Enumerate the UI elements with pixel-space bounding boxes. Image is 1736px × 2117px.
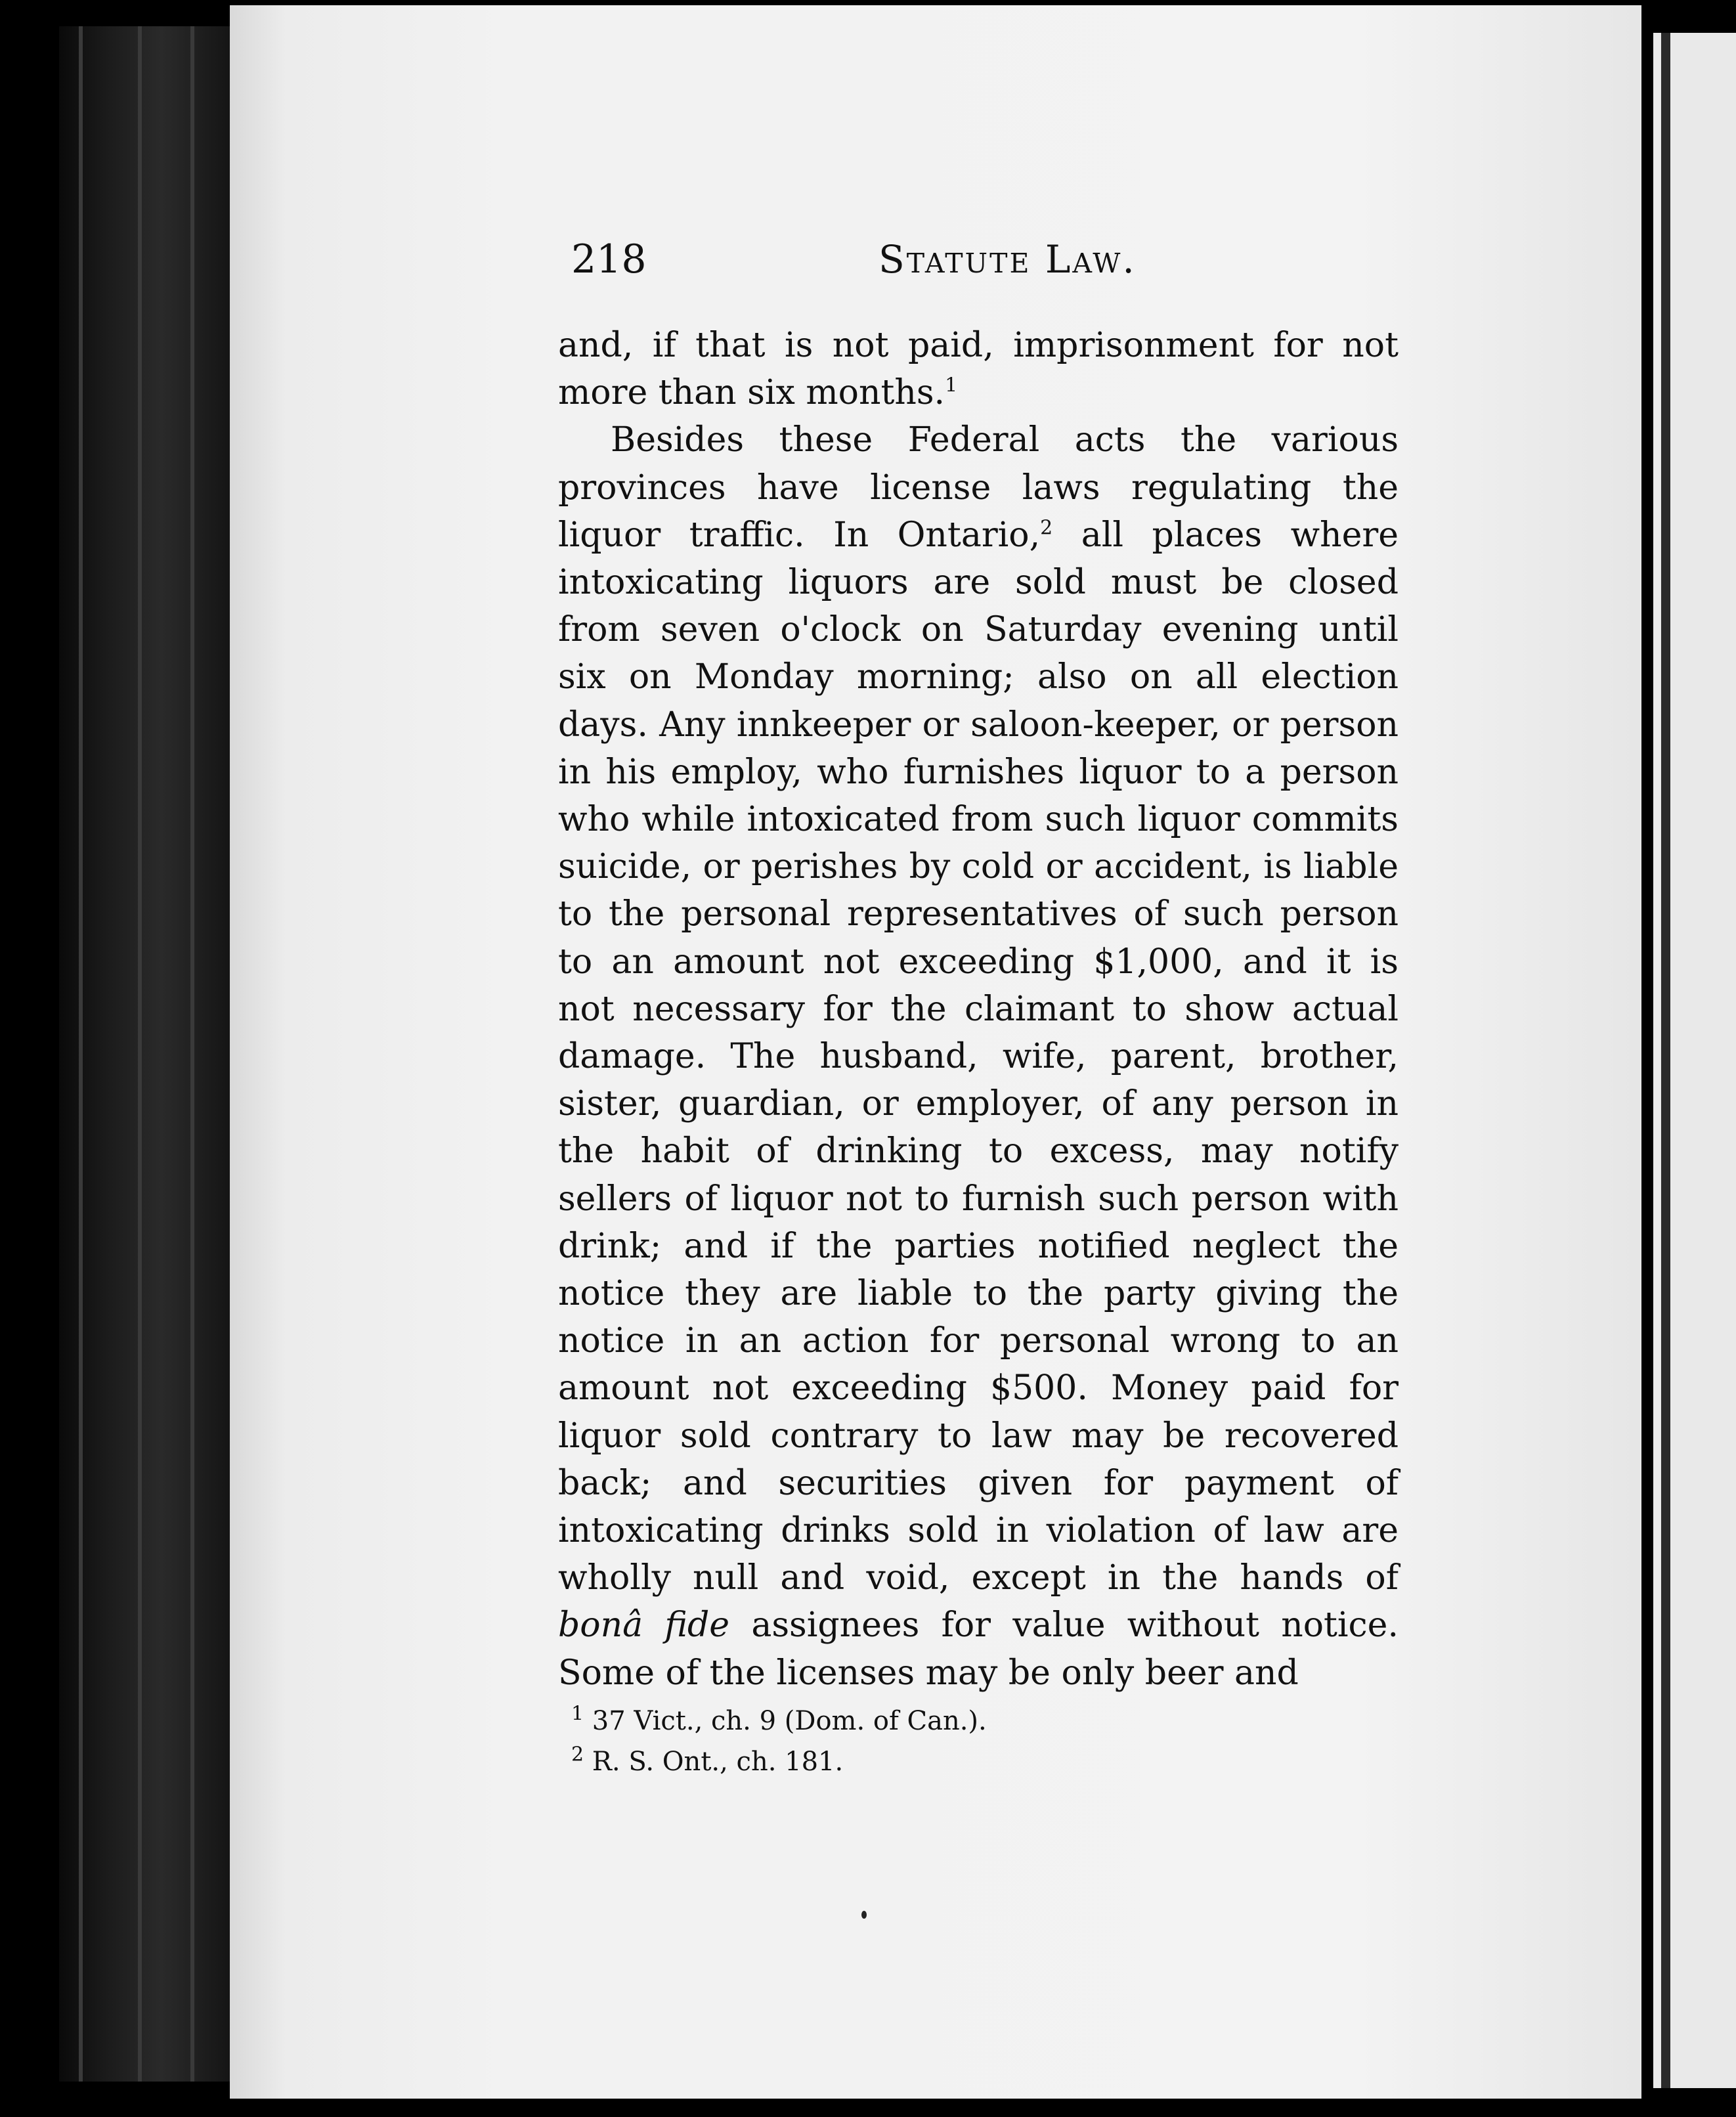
page-header	[571, 233, 1418, 286]
spine-stripe	[190, 26, 194, 2082]
footnote	[571, 1741, 1359, 1782]
ink-speck	[861, 1911, 867, 1919]
footnote-text: R. S. Ont., ch. 181.	[584, 1747, 844, 1777]
paragraph-text: all places where intoxicating liquors are sold must be closed from seven o'clock on Saturday evening until six on Monday morning; also on all election days. Any innkeeper or saloon-keeper, or person in his employ, who furnishes liquor to a person who while intoxicated from such liquor commits suicide, or perishes by cold or accident, is liable to the personal representatives of such person to an amount not exceeding $1,000, and it is not necessary for the claimant to show actual damage. The husband, wife, parent, brother, sister, guardian, or employer, of any person in the habit of drinking to excess, may notify sellers of liquor not to furnish such person with drink; and if the parties notified neglect the notice they are liable to the party giving the notice in an action for personal wrong to an amount not exceeding $500. Money paid for liquor sold contrary to law may be recovered back; and securities given for payment of intoxicating drinks sold in violation of law are wholly null and void, except in the hands of	[558, 515, 1399, 1598]
page-number: 218	[571, 236, 647, 282]
paragraph-text: Besides these Federal acts the various provinces have license laws regulating the liquor traffic. In Ontario,	[558, 420, 1399, 555]
footnote-mark: 2	[571, 1743, 584, 1766]
spine-stripe	[79, 26, 83, 2082]
footnote-text: 37 Vict., ch. 9 (Dom. of Can.).	[584, 1706, 987, 1736]
book-spine-edge	[59, 26, 230, 2082]
footnote	[571, 1701, 1359, 1741]
footnote-ref: 1	[945, 374, 958, 397]
paragraph	[558, 416, 1399, 1696]
page-gutter	[1641, 0, 1653, 2117]
paragraph-text: and, if that is not paid, imprisonment for not more than six months.	[558, 326, 1399, 413]
italic-phrase: bonâ fide	[558, 1605, 730, 1646]
body-text	[558, 322, 1399, 1697]
footnotes	[571, 1701, 1359, 1782]
paragraph-text: assignees for value without notice. Some of the licenses may be only beer and	[558, 1605, 1399, 1693]
spine-stripe	[138, 26, 142, 2082]
paragraph-continued	[558, 322, 1399, 416]
running-head: Statute Law.	[879, 237, 1137, 282]
facing-page-shadow	[1661, 33, 1670, 2088]
footnote-ref: 2	[1040, 516, 1053, 540]
footnote-mark: 1	[571, 1702, 584, 1726]
scan-bottom-border	[0, 2099, 1736, 2117]
